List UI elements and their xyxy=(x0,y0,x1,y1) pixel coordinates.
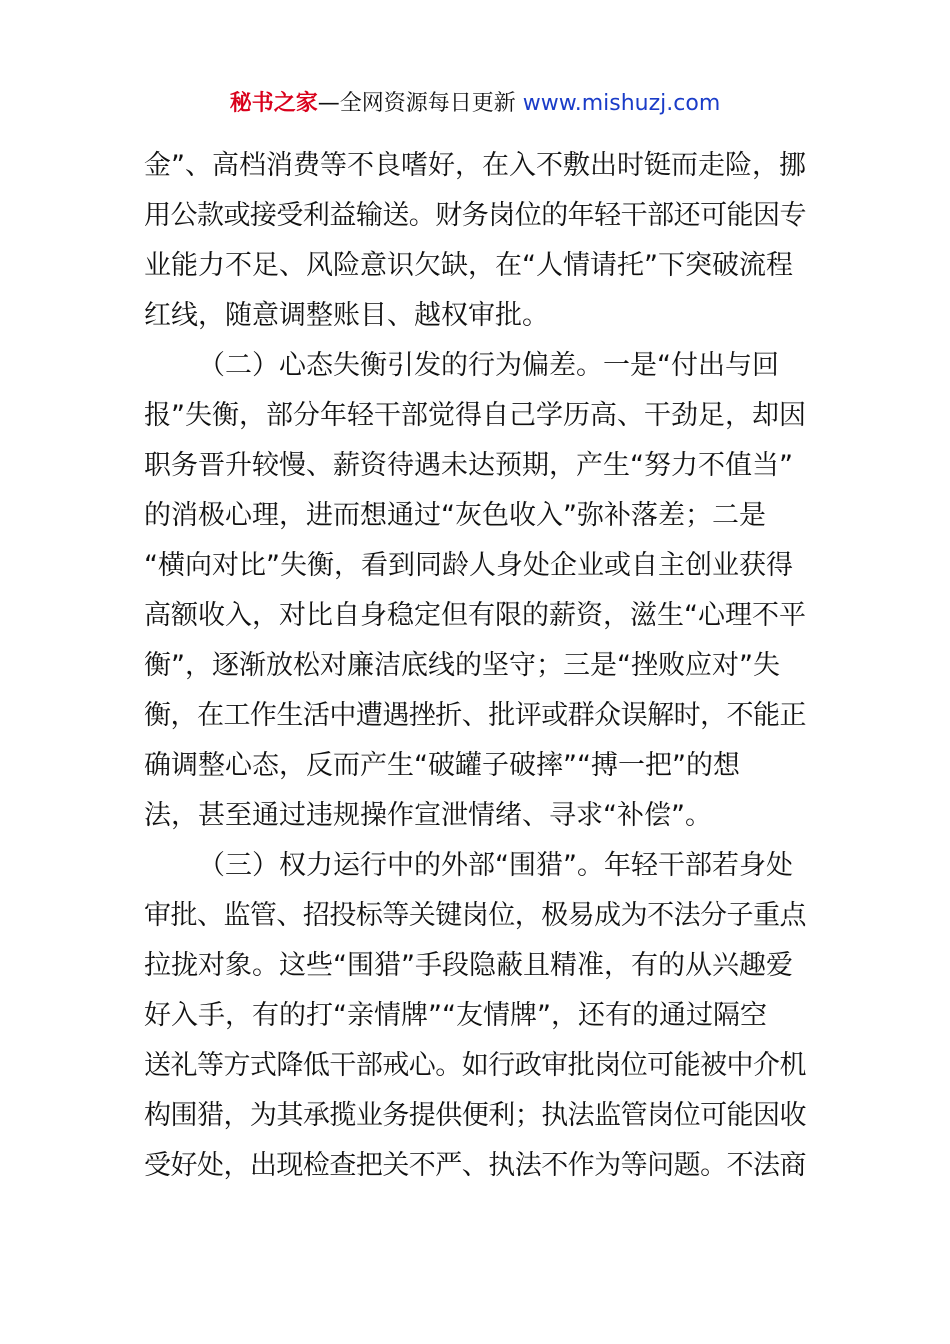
text-line: 受好处，出现检查把关不严、执法不作为等问题。不法商 xyxy=(144,1150,806,1181)
text-line: “横向对比”失衡，看到同龄人身处企业或自主创业获得 xyxy=(144,550,793,581)
site-slogan: —全网资源每日更新 xyxy=(317,91,523,116)
text-line: 的消极心理，进而想通过“灰色收入”弥补落差；二是 xyxy=(144,500,766,531)
text-line: 拉拢对象。这些“围猎”手段隐蔽且精准，有的从兴趣爱 xyxy=(144,950,793,981)
text-line: 送礼等方式降低干部戒心。如行政审批岗位可能被中介机 xyxy=(144,1050,806,1081)
text-line: 职务晋升较慢、薪资待遇未达预期，产生“努力不值当” xyxy=(144,450,793,481)
text-line: 确调整心态，反而产生“破罐子破摔”“搏一把”的想 xyxy=(144,750,740,781)
text-line: 衡”，逐渐放松对廉洁底线的坚守；三是“挫败应对”失 xyxy=(144,650,780,681)
text-line: 红线，随意调整账目、越权审批。 xyxy=(144,300,549,331)
site-url[interactable]: www.mishuzj.com xyxy=(522,91,721,116)
site-brand: 秘书之家 xyxy=(229,91,318,116)
site-header xyxy=(0,86,950,122)
text-line: 衡，在工作生活中遭遇挫折、批评或群众误解时，不能正 xyxy=(144,700,806,731)
text-line: 业能力不足、风险意识欠缺，在“人情请托”下突破流程 xyxy=(144,250,793,281)
text-line: 审批、监管、招投标等关键岗位，极易成为不法分子重点 xyxy=(144,900,806,931)
text-line: 高额收入，对比自身稳定但有限的薪资，滋生“心理不平 xyxy=(144,600,806,631)
text-line: 金”、高档消费等不良嗜好，在入不敷出时铤而走险，挪 xyxy=(144,150,806,181)
text-line: 法，甚至通过违规操作宣泄情绪、寻求“补偿”。 xyxy=(144,800,712,831)
text-line: 用公款或接受利益输送。财务岗位的年轻干部还可能因专 xyxy=(144,200,806,231)
text-line: 好入手，有的打“亲情牌”“友情牌”，还有的通过隔空 xyxy=(144,1000,767,1031)
text-line: 构围猎，为其承揽业务提供便利；执法监管岗位可能因收 xyxy=(144,1100,806,1131)
paragraph-start-line: （三）权力运行中的外部“围猎”。年轻干部若身处 xyxy=(198,850,793,881)
paragraph-start-line: （二）心态失衡引发的行为偏差。一是“付出与回 xyxy=(198,350,779,381)
text-line: 报”失衡，部分年轻干部觉得自己学历高、干劲足，却因 xyxy=(144,400,806,431)
